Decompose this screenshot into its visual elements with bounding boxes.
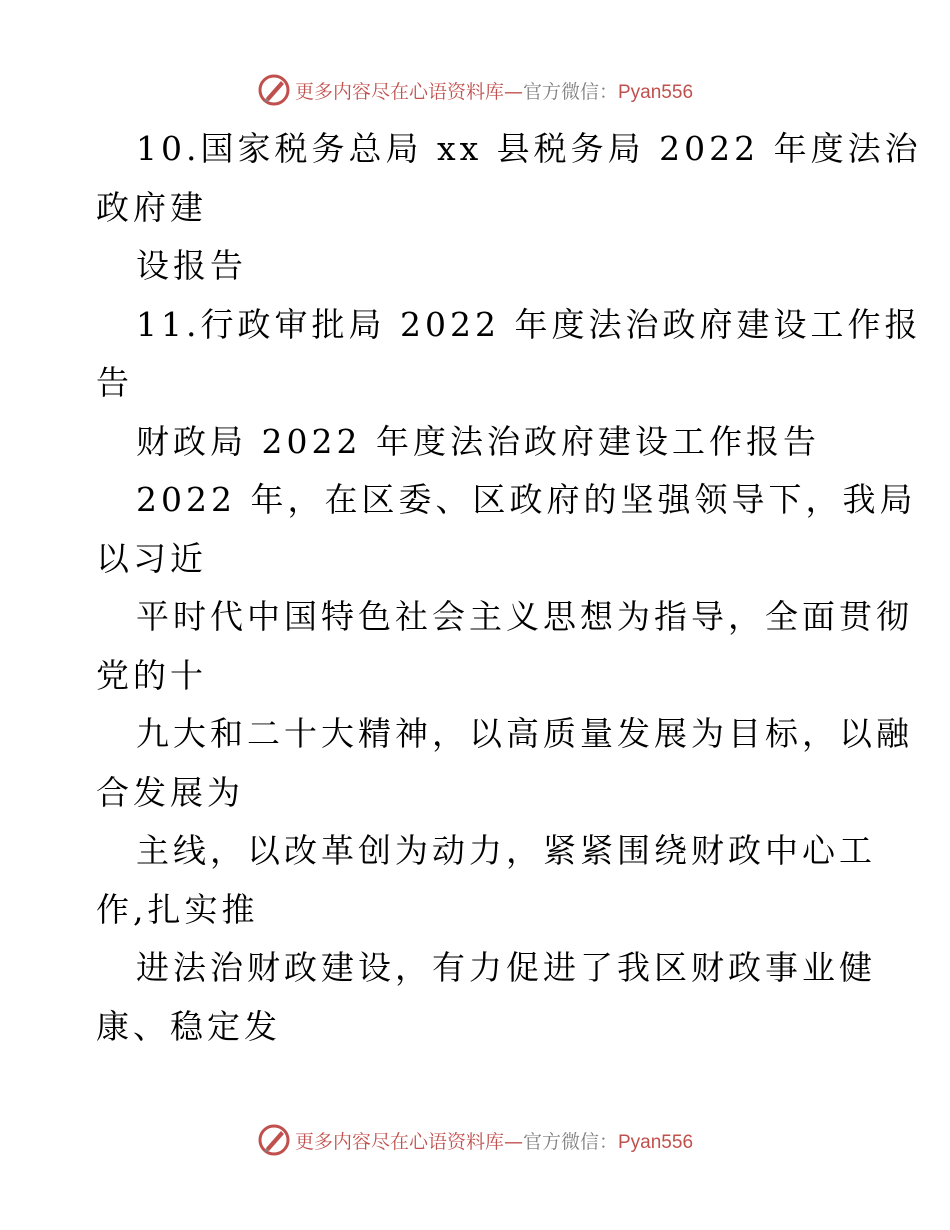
text-line: 党的十 [96,655,207,695]
document-body [96,120,922,1056]
watermark-wechat-label: 官方微信： [522,80,618,103]
watermark-wechat-label: 官方微信： [522,1130,618,1153]
text-line: 政府建 [96,187,207,227]
text-line: 以习近 [96,538,207,578]
watermark-dash: — [503,80,523,103]
text-line: 11.行政审批局 2022 年度法治政府建设工作报 [136,304,922,344]
text-line: 设报告 [136,246,247,285]
watermark-wechat-id: Pyan556 [618,81,694,103]
text-line: 2022 年，在区委、区政府的坚强领导下，我局 [136,480,917,519]
text-line: 合发展为 [96,772,244,812]
text-line: 财政局 2022 年度法治政府建设工作报告 [136,421,820,461]
watermark-text [295,1127,693,1154]
text-line: 九大和二十大精神，以高质量发展为目标，以融 [136,714,913,753]
text-line: 主线，以改革创为动力，紧紧围绕财政中心工 [136,831,876,870]
quill-logo-icon [257,73,291,107]
watermark-text [295,77,693,104]
text-line: 进法治财政建设，有力促进了我区财政事业健 [136,948,876,987]
text-line: 平时代中国特色社会主义思想为指导，全面贯彻 [136,597,913,636]
watermark-title: 更多内容尽在心语资料库 [294,1130,504,1153]
quill-logo-icon [257,1123,291,1157]
text-line: 10.国家税务总局 xx 县税务局 2022 年度法治 [136,129,922,168]
text-line: 作,扎实推 [96,889,259,929]
header-watermark [0,70,950,110]
watermark-dash: — [503,1130,523,1153]
watermark-title: 更多内容尽在心语资料库 [294,80,504,103]
text-line: 康、稳定发 [96,1006,281,1046]
footer-watermark [0,1120,950,1160]
text-line: 告 [96,363,133,402]
watermark-wechat-id: Pyan556 [618,1131,694,1153]
